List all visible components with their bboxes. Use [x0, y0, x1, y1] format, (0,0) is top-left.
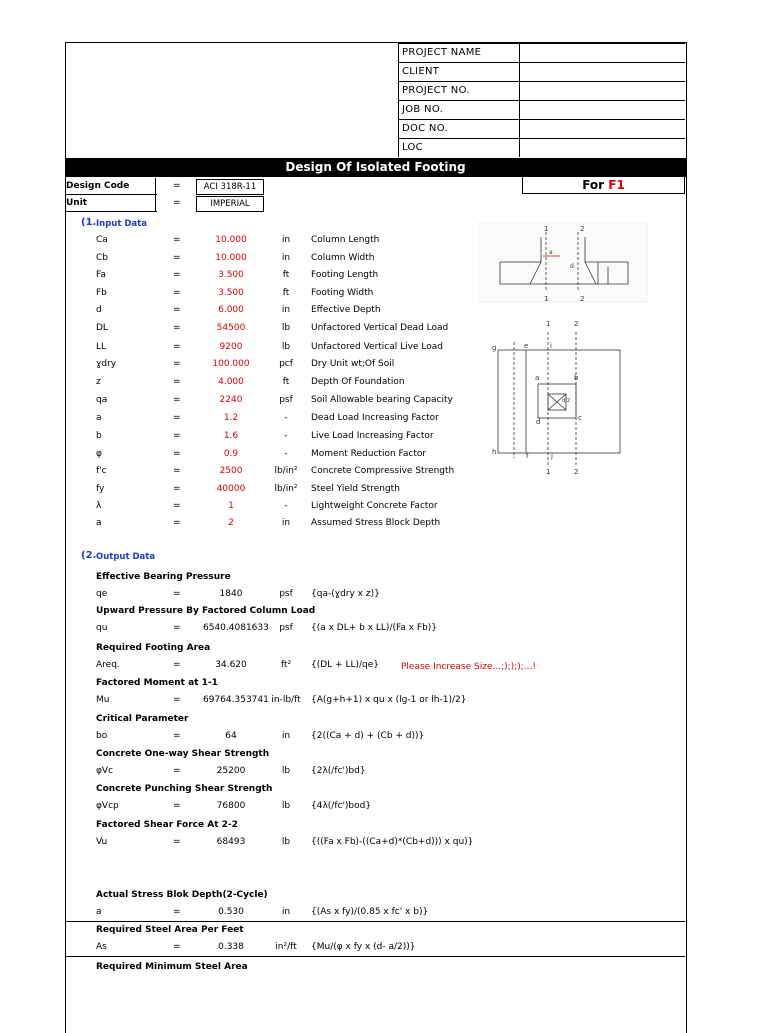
input-description: Unfactored Vertical Live Load	[311, 342, 443, 352]
output-equals: =	[173, 837, 181, 847]
plan-label-1-bottom: 1	[546, 468, 551, 476]
input-equals: =	[173, 305, 181, 315]
project-no-row	[398, 81, 685, 100]
plan-label-d2: d/2	[562, 398, 571, 404]
input-unit: lb	[281, 342, 291, 352]
output-equals: =	[173, 907, 181, 917]
output-formula: {4λ(/fc')bod}	[311, 801, 372, 811]
input-value: 1	[228, 501, 234, 511]
input-symbol: Fa	[96, 270, 106, 280]
client-row	[398, 62, 685, 81]
loc-label: LOC	[398, 139, 520, 157]
input-description: Live Load Increasing Factor	[311, 431, 434, 441]
input-value: 1.2	[223, 413, 239, 423]
input-unit: lb	[281, 323, 291, 333]
input-value: 54500	[216, 323, 246, 333]
output-value: 76800	[216, 801, 246, 811]
plan-label-c: c	[578, 414, 582, 422]
input-value: 0.9	[223, 449, 239, 459]
input-symbol: d	[96, 305, 102, 315]
input-value: 2	[228, 518, 234, 528]
input-value: 4.000	[218, 377, 244, 387]
plan-label-j: j	[551, 452, 553, 460]
output-equals: =	[173, 589, 181, 599]
section-divider-2	[65, 956, 685, 957]
unit-value: IMPERIAL	[196, 196, 264, 212]
input-unit: in	[281, 518, 291, 528]
output-heading: Required Minimum Steel Area	[96, 962, 248, 972]
input-unit: -	[284, 431, 288, 441]
input-unit: pcf	[279, 359, 293, 369]
input-unit: in	[281, 305, 291, 315]
input-symbol: a	[96, 518, 102, 528]
input-description: Moment Reduction Factor	[311, 449, 427, 459]
output-equals: =	[173, 660, 181, 670]
output-value: 68493	[216, 837, 246, 847]
output-symbol: Areq.	[96, 660, 120, 670]
input-description: Assumed Stress Block Depth	[311, 518, 441, 528]
footing-for-prefix: For	[582, 178, 609, 192]
input-description: Footing Width	[311, 288, 374, 298]
output-value: 6540.4081633	[203, 623, 269, 633]
output-heading: Critical Parameter	[96, 714, 189, 724]
input-unit: ft	[282, 270, 290, 280]
input-equals: =	[173, 413, 181, 423]
loc-row	[398, 138, 685, 157]
design-code-eq: =	[173, 181, 181, 191]
output-formula: {A(g+h+1) x qu x (lg-1 or lh-1)/2}	[311, 695, 467, 705]
input-section-number: (1.	[81, 217, 97, 228]
input-unit: -	[284, 501, 288, 511]
output-value: 64	[225, 731, 237, 741]
client-label: CLIENT	[398, 63, 520, 81]
input-description: Depth Of Foundation	[311, 377, 405, 387]
footing-diagrams	[478, 222, 648, 672]
input-value: 10.000	[215, 235, 247, 245]
input-value: 100.000	[212, 359, 250, 369]
elev-label-a: a	[549, 249, 553, 256]
plan-label-e: e	[524, 342, 529, 350]
input-equals: =	[173, 342, 181, 352]
output-equals: =	[173, 766, 181, 776]
output-heading: Concrete Punching Shear Strength	[96, 784, 273, 794]
input-section-title: Input Data	[96, 219, 147, 229]
footing-id: F1	[608, 178, 625, 192]
section-divider-1	[65, 921, 685, 922]
input-description: Lightweight Concrete Factor	[311, 501, 438, 511]
output-section-title: Output Data	[96, 552, 156, 562]
input-equals: =	[173, 395, 181, 405]
plan-label-2-bottom: 2	[574, 468, 579, 476]
input-symbol: f'c	[96, 466, 107, 476]
input-symbol: DL	[96, 323, 108, 333]
input-description: Dead Load Increasing Factor	[311, 413, 439, 423]
output-unit: lb	[281, 766, 291, 776]
input-value: 10.000	[215, 253, 247, 263]
input-symbol: b	[96, 431, 102, 441]
plan-label-i: i	[550, 342, 552, 350]
input-description: Concrete Compressive Strength	[311, 466, 455, 476]
plan-label-b: b	[574, 374, 579, 382]
code-unit-divider	[155, 178, 156, 212]
output-unit: lb	[281, 837, 291, 847]
input-symbol: fy	[96, 484, 105, 494]
output-symbol: Mu	[96, 695, 110, 705]
plan-label-g: g	[492, 344, 497, 352]
output-symbol: φVcp	[96, 801, 119, 811]
output-heading: Factored Moment at 1-1	[96, 678, 218, 688]
input-equals: =	[173, 323, 181, 333]
unit-underline	[65, 211, 157, 212]
output-formula: {(a x DL+ b x LL)/(Fa x Fb)}	[311, 623, 438, 633]
output-heading: Upward Pressure By Factored Column Load	[96, 606, 316, 616]
output-section-number: (2.	[81, 550, 97, 561]
unit-label: Unit	[66, 198, 88, 208]
sheet-title: Design Of Isolated Footing	[65, 158, 686, 177]
input-value: 1.6	[223, 431, 239, 441]
input-equals: =	[173, 270, 181, 280]
input-description: Column Width	[311, 253, 375, 263]
input-symbol: Cb	[96, 253, 108, 263]
input-unit: -	[284, 449, 288, 459]
elev-label-2-bottom: 2	[580, 295, 585, 303]
input-unit: lb/in²	[274, 466, 298, 476]
input-description: Footing Length	[311, 270, 379, 280]
input-equals: =	[173, 253, 181, 263]
output-heading: Required Steel Area Per Feet	[96, 925, 244, 935]
input-symbol: Fb	[96, 288, 107, 298]
input-symbol: Ca	[96, 235, 108, 245]
output-symbol: qe	[96, 589, 108, 599]
output-heading: Factored Shear Force At 2-2	[96, 820, 238, 830]
output-equals: =	[173, 695, 181, 705]
output-unit: lb	[281, 801, 291, 811]
output-formula: {(DL + LL)/qe}	[311, 660, 379, 670]
design-code-underline	[65, 194, 157, 195]
input-value: 3.500	[218, 288, 244, 298]
input-symbol: qa	[96, 395, 108, 405]
output-symbol: a	[96, 907, 102, 917]
footing-plan-diagram	[498, 332, 620, 467]
plan-label-d: d	[536, 418, 541, 426]
project-name-label: PROJECT NAME	[398, 44, 520, 62]
output-unit: in	[281, 907, 291, 917]
input-equals: =	[173, 235, 181, 245]
output-equals: =	[173, 942, 181, 952]
warning-note: Please Increase Size...;);););...!	[401, 662, 536, 672]
input-equals: =	[173, 359, 181, 369]
elev-label-1: 1	[544, 225, 549, 233]
input-unit: ft	[282, 288, 290, 298]
input-symbol: λ	[96, 501, 102, 511]
input-value: 9200	[219, 342, 243, 352]
output-heading: Effective Bearing Pressure	[96, 572, 231, 582]
input-symbol: φ	[96, 449, 102, 459]
footing-elevation-diagram	[478, 222, 648, 302]
project-no-label: PROJECT NO.	[398, 82, 520, 100]
input-equals: =	[173, 449, 181, 459]
input-unit: in	[281, 253, 291, 263]
doc-no-row	[398, 119, 685, 138]
input-value: 2240	[219, 395, 243, 405]
input-unit: psf	[279, 395, 293, 405]
input-value: 3.500	[218, 270, 244, 280]
output-unit: in-lb/ft	[271, 695, 301, 705]
input-equals: =	[173, 484, 181, 494]
elev-label-2: 2	[580, 225, 585, 233]
input-unit: in	[281, 235, 291, 245]
output-value: 69764.353741	[203, 695, 269, 705]
input-unit: -	[284, 413, 288, 423]
output-formula: {2((Ca + d) + (Cb + d))}	[311, 731, 425, 741]
output-symbol: φVc	[96, 766, 114, 776]
input-equals: =	[173, 518, 181, 528]
input-description: Effective Depth	[311, 305, 381, 315]
input-value: 40000	[216, 484, 246, 494]
input-description: Soil Allowable bearing Capacity	[311, 395, 453, 405]
input-equals: =	[173, 466, 181, 476]
output-formula: {2λ(/fc')bd}	[311, 766, 366, 776]
output-value: 34.620	[215, 660, 247, 670]
output-heading: Required Footing Area	[96, 643, 211, 653]
output-formula: {Mu/(φ x fy x (d- a/2))}	[311, 942, 416, 952]
job-no-label: JOB NO.	[398, 101, 520, 119]
input-symbol: ɣdry	[96, 359, 117, 369]
output-symbol: bo	[96, 731, 108, 741]
plan-label-2: 2	[574, 320, 579, 328]
plan-label-f: f	[526, 452, 529, 460]
input-description: Unfactored Vertical Dead Load	[311, 323, 449, 333]
output-unit: psf	[279, 589, 293, 599]
output-heading: Actual Stress Blok Depth(2-Cycle)	[96, 890, 268, 900]
input-value: 2500	[219, 466, 243, 476]
footing-id-box	[522, 176, 685, 194]
unit-eq: =	[173, 198, 181, 208]
output-unit: in	[281, 731, 291, 741]
elev-label-1-bottom: 1	[544, 295, 549, 303]
doc-no-label: DOC NO.	[398, 120, 520, 138]
output-symbol: qu	[96, 623, 108, 633]
output-unit: ft²	[280, 660, 292, 670]
project-name-row	[398, 43, 685, 62]
output-formula: {(As x fy)/(0.85 x fc' x b)}	[311, 907, 429, 917]
input-description: Steel Yield Strength	[311, 484, 400, 494]
output-equals: =	[173, 731, 181, 741]
plan-label-h: h	[492, 448, 497, 456]
design-code-label: Design Code	[66, 181, 130, 191]
output-symbol: As	[96, 942, 107, 952]
output-value: 1840	[219, 589, 243, 599]
output-value: 0.338	[218, 942, 244, 952]
job-no-row	[398, 100, 685, 119]
plan-label-1: 1	[546, 320, 551, 328]
design-code-value: ACI 318R-11	[196, 179, 264, 195]
input-symbol: a	[96, 413, 102, 423]
input-equals: =	[173, 377, 181, 387]
output-formula: {((Fa x Fb)-((Ca+d)*(Cb+d))) x qu)}	[311, 837, 474, 847]
input-unit: lb/in²	[274, 484, 298, 494]
output-heading: Concrete One-way Shear Strength	[96, 749, 270, 759]
output-unit: psf	[279, 623, 293, 633]
input-equals: =	[173, 431, 181, 441]
elev-label-d: d	[570, 263, 574, 270]
output-equals: =	[173, 801, 181, 811]
output-symbol: Vu	[96, 837, 108, 847]
input-symbol: LL	[96, 342, 107, 352]
input-value: 6.000	[218, 305, 244, 315]
output-unit: in²/ft	[275, 942, 297, 952]
output-value: 25200	[216, 766, 246, 776]
input-equals: =	[173, 288, 181, 298]
input-equals: =	[173, 501, 181, 511]
output-equals: =	[173, 623, 181, 633]
input-description: Dry Unit wt;Of Soil	[311, 359, 395, 369]
plan-label-a: a	[535, 374, 540, 382]
input-description: Column Length	[311, 235, 380, 245]
input-unit: ft	[282, 377, 290, 387]
output-formula: {qa-(ɣdry x z)}	[311, 589, 380, 599]
output-value: 0.530	[218, 907, 244, 917]
input-symbol: z	[96, 377, 101, 387]
